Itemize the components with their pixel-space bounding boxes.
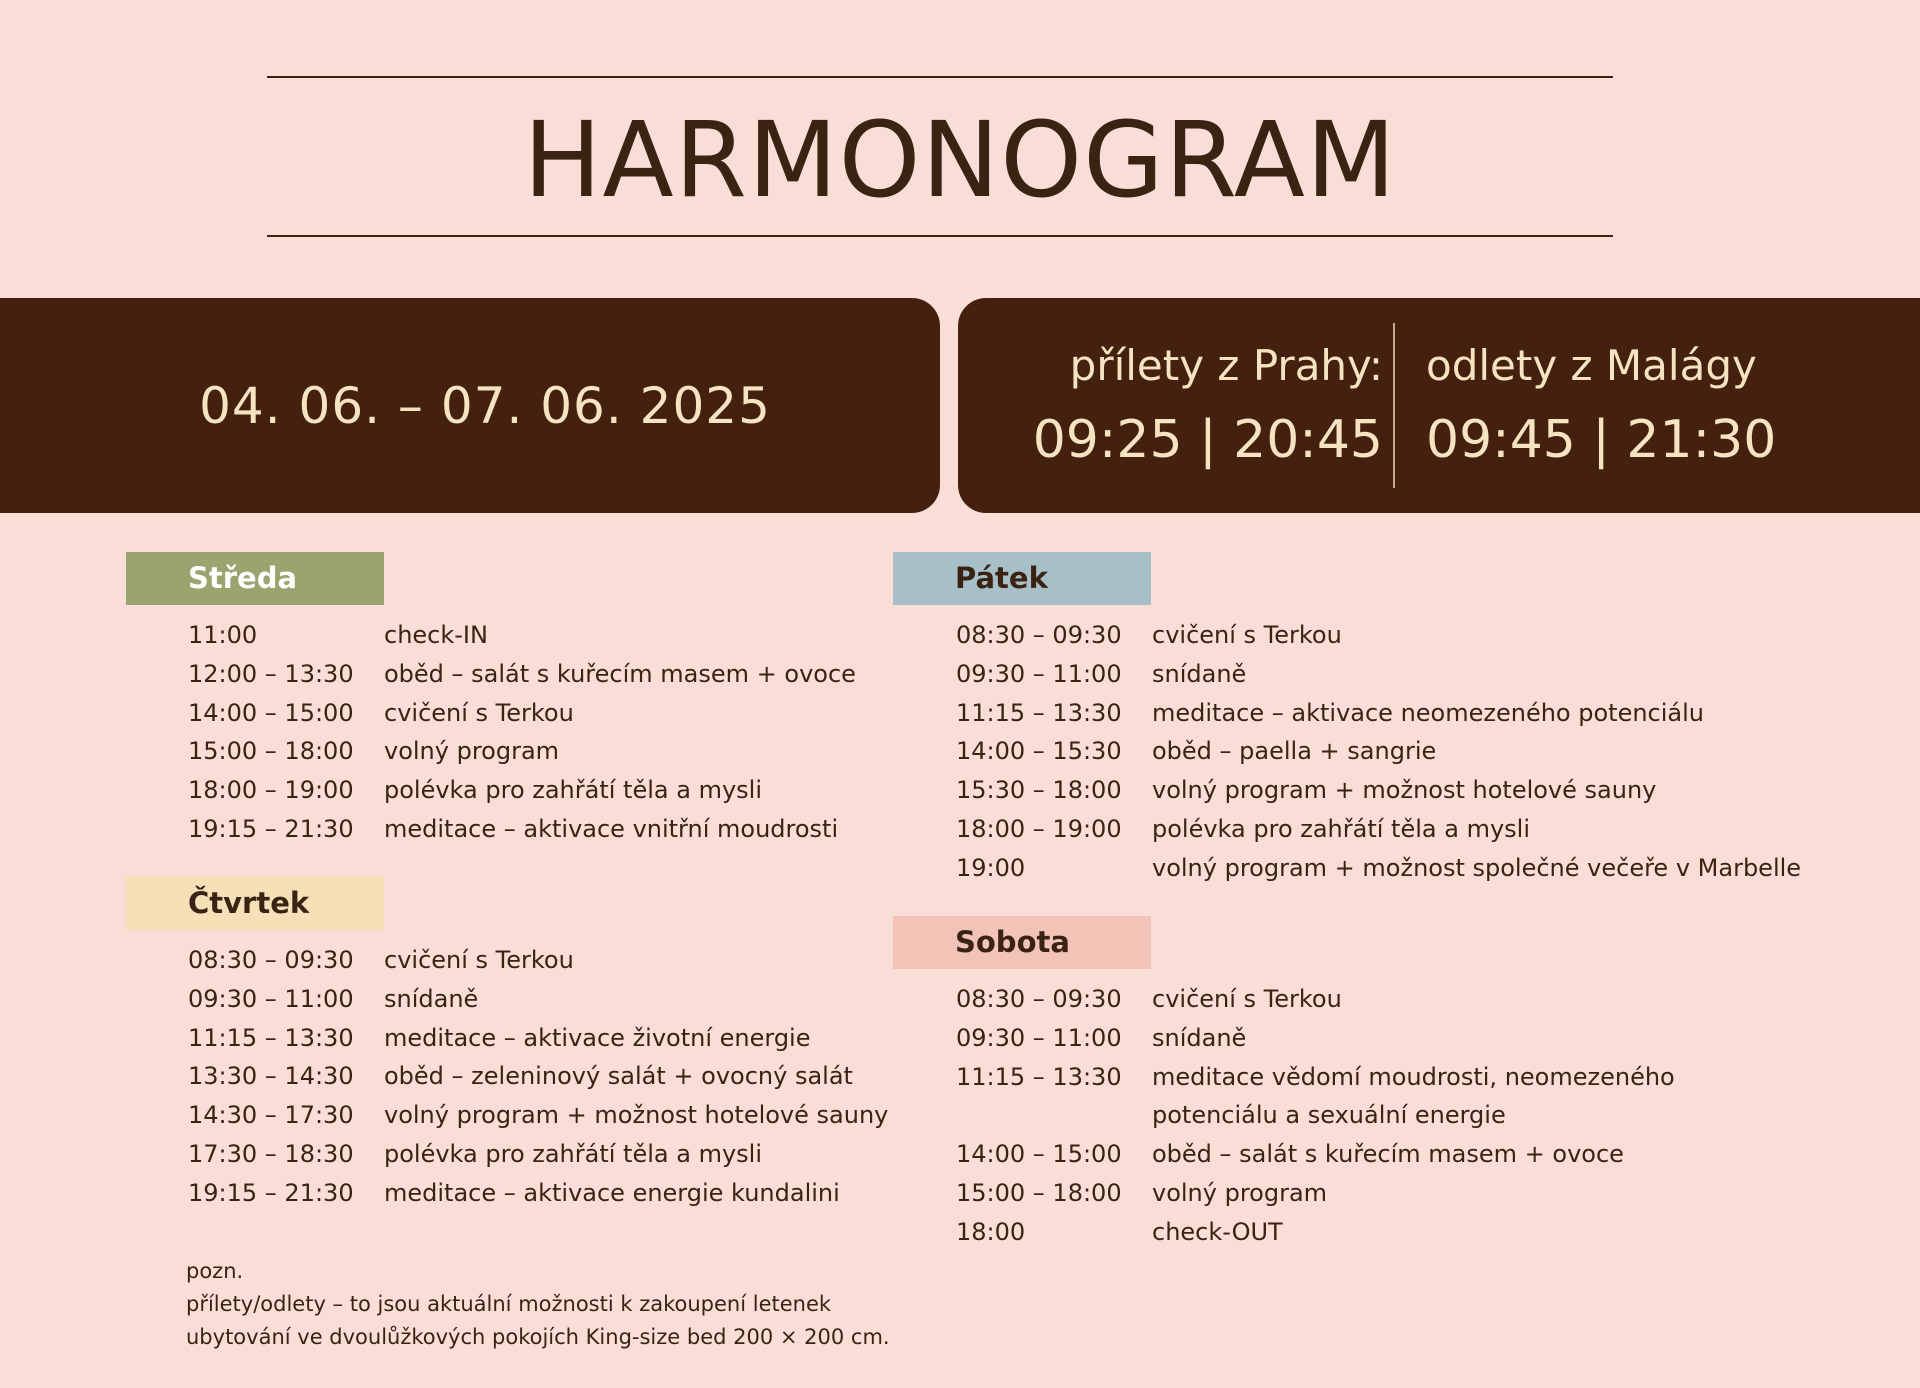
row-activity: check-OUT (1152, 1217, 1283, 1246)
row-activity: volný program (384, 737, 560, 766)
dates-banner (0, 298, 940, 513)
row-time: 19:00 (956, 853, 1026, 882)
row-time: 14:30 – 17:30 (188, 1101, 354, 1130)
note-line: pozn. (186, 1259, 244, 1283)
row-time: 08:30 – 09:30 (188, 946, 354, 974)
row-activity: cvičení s Terkou (1152, 985, 1342, 1013)
title-rule-bottom (267, 235, 1613, 237)
row-time: 19:15 – 21:30 (188, 1178, 354, 1207)
row-time: 11:15 – 13:30 (188, 1023, 354, 1052)
departures-block (1426, 338, 1776, 472)
day-header-streda: Středa (126, 552, 384, 605)
departures-label: odlety z Malágy (1426, 341, 1757, 390)
row-activity: meditace – aktivace energie kundalini (384, 1178, 840, 1207)
row-time: 12:00 – 13:30 (188, 659, 354, 688)
row-activity: polévka pro zahřátí těla a mysli (1152, 815, 1530, 843)
row-time: 18:00 – 19:00 (956, 815, 1122, 843)
note-line: přílety/odlety – to jsou aktuální možnosti k zakoupení letenek (186, 1292, 832, 1316)
row-activity: volný program + možnost společné večeře v Marbelle (1152, 853, 1802, 882)
row-time: 14:00 – 15:00 (956, 1140, 1122, 1169)
row-time: 18:00 – 19:00 (188, 776, 354, 805)
row-time: 09:30 – 11:00 (188, 984, 354, 1013)
row-activity: oběd – zeleninový salát + ovocný salát (384, 1062, 853, 1091)
date-range: 04. 06. – 07. 06. 2025 (199, 376, 771, 435)
title-rule-top (267, 76, 1613, 78)
arrivals-block (1033, 338, 1383, 472)
row-activity: oběd – salát s kuřecím masem + ovoce (1152, 1140, 1624, 1169)
row-time: 08:30 – 09:30 (956, 985, 1122, 1013)
row-time: 15:00 – 18:00 (188, 737, 354, 766)
row-time: 14:00 – 15:00 (188, 698, 354, 727)
row-activity: cvičení s Terkou (384, 946, 574, 974)
note-line: ubytování ve dvoulůžkových pokojích King-size bed 200 × 200 cm. (186, 1325, 890, 1349)
row-time: 09:30 – 11:00 (956, 659, 1122, 688)
row-time: 08:30 – 09:30 (956, 621, 1122, 649)
departures-times: 09:45 | 21:30 (1426, 410, 1777, 470)
row-activity: meditace – aktivace vnitřní moudrosti (384, 815, 839, 843)
row-activity: meditace – aktivace neomezeného potenciálu (1152, 698, 1704, 727)
row-time: 18:00 (956, 1217, 1026, 1246)
row-activity: check-IN (384, 621, 488, 649)
row-activity: volný program + možnost hotelové sauny (1152, 776, 1657, 805)
row-activity: polévka pro zahřátí těla a mysli (384, 1140, 762, 1168)
row-activity: volný program (1152, 1179, 1328, 1207)
row-activity: oběd – paella + sangrie (1152, 737, 1437, 766)
day-header-sobota: Sobota (893, 916, 1151, 969)
row-activity: cvičení s Terkou (1152, 621, 1342, 649)
row-time: 13:30 – 14:30 (188, 1062, 354, 1091)
row-time: 14:00 – 15:30 (956, 737, 1122, 766)
row-activity: snídaně (1152, 659, 1247, 688)
row-activity: volný program + možnost hotelové sauny (384, 1101, 889, 1130)
page-title: HARMONOGRAM (523, 99, 1397, 221)
row-time: 09:30 – 11:00 (956, 1023, 1122, 1052)
notes (186, 1255, 890, 1354)
arrivals-label: přílety z Prahy: (1069, 341, 1383, 390)
day-header-patek: Pátek (893, 552, 1151, 605)
row-activity: cvičení s Terkou (384, 698, 574, 727)
arrivals-times: 09:25 | 20:45 (1032, 410, 1383, 470)
row-activity: polévka pro zahřátí těla a mysli (384, 776, 762, 805)
row-activity: meditace – aktivace životní energie (384, 1023, 811, 1052)
row-activity: potenciálu a sexuální energie (1152, 1101, 1506, 1130)
row-time: 11:00 (188, 621, 258, 649)
day-header-ctvrtek: Čtvrtek (126, 877, 384, 930)
row-time: 15:30 – 18:00 (956, 776, 1122, 805)
row-time: 15:00 – 18:00 (956, 1179, 1122, 1207)
row-activity: snídaně (384, 984, 479, 1013)
flights-banner (958, 298, 1920, 513)
row-activity: oběd – salát s kuřecím masem + ovoce (384, 659, 856, 688)
row-time: 17:30 – 18:30 (188, 1140, 354, 1168)
row-time: 11:15 – 13:30 (956, 1062, 1122, 1091)
row-activity: meditace vědomí moudrosti, neomezeného (1152, 1062, 1675, 1091)
row-activity: snídaně (1152, 1023, 1247, 1052)
row-time: 11:15 – 13:30 (956, 698, 1122, 727)
flights-divider (1393, 323, 1395, 488)
row-time: 19:15 – 21:30 (188, 815, 354, 843)
